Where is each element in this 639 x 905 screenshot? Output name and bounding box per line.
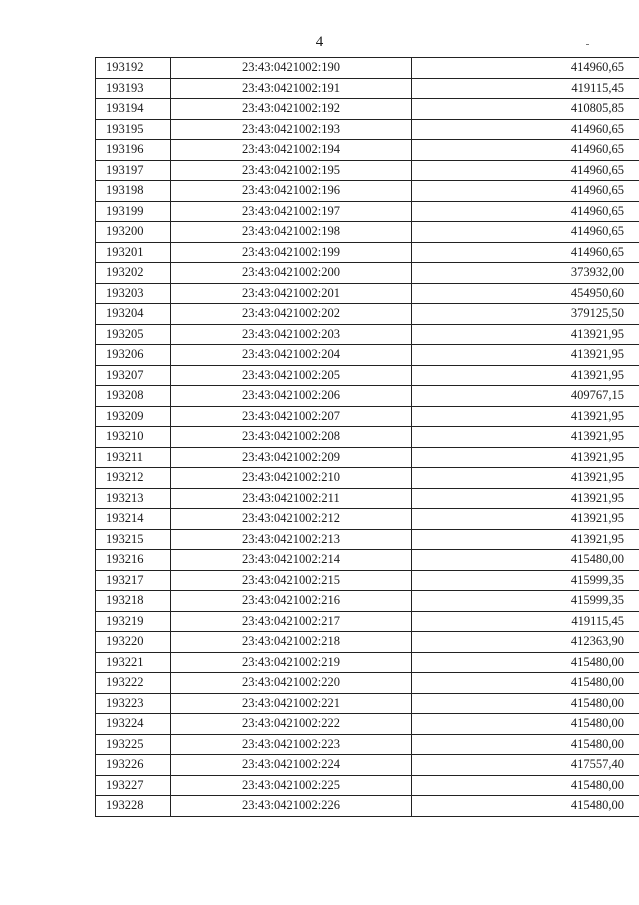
cadastral-value-cell: 419115,45 — [412, 78, 639, 99]
table-row — [96, 78, 639, 99]
row-number-cell: 193212 — [96, 468, 171, 489]
cadastral-number-cell: 23:43:0421002:217 — [171, 611, 412, 632]
table-row — [96, 447, 639, 468]
cadastral-number-cell: 23:43:0421002:212 — [171, 509, 412, 530]
cadastral-value-cell: 409767,15 — [412, 386, 639, 407]
cadastral-number-cell: 23:43:0421002:201 — [171, 283, 412, 304]
cadastral-value-cell: 415480,00 — [412, 693, 639, 714]
table-row — [96, 99, 639, 120]
row-number-cell: 193196 — [96, 140, 171, 161]
cadastral-value-cell: 415999,35 — [412, 591, 639, 612]
row-number-cell: 193222 — [96, 673, 171, 694]
table-row — [96, 140, 639, 161]
cadastral-number-cell: 23:43:0421002:210 — [171, 468, 412, 489]
table-row — [96, 406, 639, 427]
row-number-cell: 193217 — [96, 570, 171, 591]
cadastral-value-cell: 373932,00 — [412, 263, 639, 284]
table-row — [96, 283, 639, 304]
cadastral-value-cell: 414960,65 — [412, 201, 639, 222]
table-row — [96, 550, 639, 571]
cadastral-value-cell: 415480,00 — [412, 734, 639, 755]
table-row — [96, 734, 639, 755]
cadastral-value-cell: 415480,00 — [412, 796, 639, 817]
cadastral-number-cell: 23:43:0421002:223 — [171, 734, 412, 755]
row-number-cell: 193194 — [96, 99, 171, 120]
table-row — [96, 468, 639, 489]
row-number-cell: 193204 — [96, 304, 171, 325]
cadastral-number-cell: 23:43:0421002:213 — [171, 529, 412, 550]
row-number-cell: 193207 — [96, 365, 171, 386]
row-number-cell: 193223 — [96, 693, 171, 714]
cadastral-number-cell: 23:43:0421002:196 — [171, 181, 412, 202]
table-row — [96, 222, 639, 243]
page-number: 4 — [315, 34, 324, 50]
row-number-cell: 193216 — [96, 550, 171, 571]
cadastral-number-cell: 23:43:0421002:194 — [171, 140, 412, 161]
table-row — [96, 181, 639, 202]
row-number-cell: 193199 — [96, 201, 171, 222]
cadastral-number-cell: 23:43:0421002:199 — [171, 242, 412, 263]
cadastral-value-cell: 413921,95 — [412, 529, 639, 550]
cadastral-value-cell: 414960,65 — [412, 140, 639, 161]
cadastral-value-cell: 415480,00 — [412, 652, 639, 673]
row-number-cell: 193208 — [96, 386, 171, 407]
cadastral-value-cell: 415480,00 — [412, 673, 639, 694]
cadastral-number-cell: 23:43:0421002:211 — [171, 488, 412, 509]
row-number-cell: 193193 — [96, 78, 171, 99]
cadastral-number-cell: 23:43:0421002:203 — [171, 324, 412, 345]
cadastral-value-cell: 415480,00 — [412, 550, 639, 571]
row-number-cell: 193215 — [96, 529, 171, 550]
table-row — [96, 611, 639, 632]
table-row — [96, 324, 639, 345]
cadastral-number-cell: 23:43:0421002:224 — [171, 755, 412, 776]
cadastral-number-cell: 23:43:0421002:193 — [171, 119, 412, 140]
table-row — [96, 119, 639, 140]
row-number-cell: 193205 — [96, 324, 171, 345]
row-number-cell: 193226 — [96, 755, 171, 776]
row-number-cell: 193218 — [96, 591, 171, 612]
cadastral-number-cell: 23:43:0421002:216 — [171, 591, 412, 612]
row-number-cell: 193210 — [96, 427, 171, 448]
cadastral-value-cell: 415480,00 — [412, 714, 639, 735]
cadastral-value-cell: 413921,95 — [412, 406, 639, 427]
row-number-cell: 193201 — [96, 242, 171, 263]
row-number-cell: 193203 — [96, 283, 171, 304]
cadastral-number-cell: 23:43:0421002:208 — [171, 427, 412, 448]
table-row — [96, 304, 639, 325]
table-row — [96, 488, 639, 509]
table-row — [96, 570, 639, 591]
table-row — [96, 714, 639, 735]
table-row — [96, 345, 639, 366]
row-number-cell: 193197 — [96, 160, 171, 181]
table-row — [96, 427, 639, 448]
row-number-cell: 193227 — [96, 775, 171, 796]
cadastral-value-cell: 413921,95 — [412, 365, 639, 386]
row-number-cell: 193221 — [96, 652, 171, 673]
cadastral-value-cell: 412363,90 — [412, 632, 639, 653]
table-row — [96, 775, 639, 796]
cadastral-value-table — [95, 57, 639, 817]
cadastral-value-cell: 414960,65 — [412, 181, 639, 202]
row-number-cell: 193192 — [96, 58, 171, 79]
cadastral-number-cell: 23:43:0421002:226 — [171, 796, 412, 817]
cadastral-number-cell: 23:43:0421002:220 — [171, 673, 412, 694]
row-number-cell: 193206 — [96, 345, 171, 366]
table-row — [96, 160, 639, 181]
row-number-cell: 193220 — [96, 632, 171, 653]
cadastral-value-cell: 414960,65 — [412, 242, 639, 263]
cadastral-value-cell: 414960,65 — [412, 58, 639, 79]
cadastral-value-cell: 379125,50 — [412, 304, 639, 325]
table-body — [96, 58, 639, 817]
row-number-cell: 193200 — [96, 222, 171, 243]
cadastral-value-cell: 413921,95 — [412, 447, 639, 468]
cadastral-value-cell: 415480,00 — [412, 775, 639, 796]
table-row — [96, 201, 639, 222]
row-number-cell: 193219 — [96, 611, 171, 632]
row-number-cell: 193195 — [96, 119, 171, 140]
row-number-cell: 193198 — [96, 181, 171, 202]
cadastral-value-cell: 417557,40 — [412, 755, 639, 776]
cadastral-number-cell: 23:43:0421002:205 — [171, 365, 412, 386]
cadastral-number-cell: 23:43:0421002:215 — [171, 570, 412, 591]
table-row — [96, 509, 639, 530]
cadastral-value-cell: 414960,65 — [412, 222, 639, 243]
cadastral-number-cell: 23:43:0421002:204 — [171, 345, 412, 366]
row-number-cell: 193209 — [96, 406, 171, 427]
cadastral-value-cell: 414960,65 — [412, 119, 639, 140]
row-number-cell: 193214 — [96, 509, 171, 530]
cadastral-number-cell: 23:43:0421002:206 — [171, 386, 412, 407]
cadastral-value-cell: 415999,35 — [412, 570, 639, 591]
cadastral-number-cell: 23:43:0421002:195 — [171, 160, 412, 181]
row-number-cell: 193225 — [96, 734, 171, 755]
cadastral-value-cell: 413921,95 — [412, 427, 639, 448]
cadastral-number-cell: 23:43:0421002:191 — [171, 78, 412, 99]
cadastral-value-cell: 454950,60 — [412, 283, 639, 304]
row-number-cell: 193224 — [96, 714, 171, 735]
row-number-cell: 193202 — [96, 263, 171, 284]
cadastral-number-cell: 23:43:0421002:192 — [171, 99, 412, 120]
cadastral-value-cell: 413921,95 — [412, 468, 639, 489]
row-number-cell: 193228 — [96, 796, 171, 817]
cadastral-number-cell: 23:43:0421002:221 — [171, 693, 412, 714]
cadastral-value-cell: 413921,95 — [412, 324, 639, 345]
table-row — [96, 693, 639, 714]
table-row — [96, 673, 639, 694]
cadastral-number-cell: 23:43:0421002:214 — [171, 550, 412, 571]
table-row — [96, 365, 639, 386]
row-number-cell: 193213 — [96, 488, 171, 509]
cadastral-value-cell: 413921,95 — [412, 345, 639, 366]
cadastral-number-cell: 23:43:0421002:198 — [171, 222, 412, 243]
cadastral-number-cell: 23:43:0421002:219 — [171, 652, 412, 673]
table-row — [96, 263, 639, 284]
cadastral-value-cell: 419115,45 — [412, 611, 639, 632]
cadastral-number-cell: 23:43:0421002:222 — [171, 714, 412, 735]
table-row — [96, 755, 639, 776]
scan-mark — [586, 44, 589, 45]
table-row — [96, 591, 639, 612]
table-row — [96, 242, 639, 263]
cadastral-number-cell: 23:43:0421002:209 — [171, 447, 412, 468]
cadastral-value-cell: 413921,95 — [412, 509, 639, 530]
cadastral-value-cell: 413921,95 — [412, 488, 639, 509]
table-row — [96, 386, 639, 407]
cadastral-number-cell: 23:43:0421002:218 — [171, 632, 412, 653]
cadastral-number-cell: 23:43:0421002:200 — [171, 263, 412, 284]
cadastral-number-cell: 23:43:0421002:202 — [171, 304, 412, 325]
cadastral-number-cell: 23:43:0421002:197 — [171, 201, 412, 222]
cadastral-number-cell: 23:43:0421002:225 — [171, 775, 412, 796]
cadastral-value-cell: 414960,65 — [412, 160, 639, 181]
table-row — [96, 632, 639, 653]
table-row — [96, 652, 639, 673]
table-row — [96, 58, 639, 79]
table-row — [96, 796, 639, 817]
cadastral-number-cell: 23:43:0421002:190 — [171, 58, 412, 79]
cadastral-number-cell: 23:43:0421002:207 — [171, 406, 412, 427]
cadastral-value-cell: 410805,85 — [412, 99, 639, 120]
table-row — [96, 529, 639, 550]
row-number-cell: 193211 — [96, 447, 171, 468]
